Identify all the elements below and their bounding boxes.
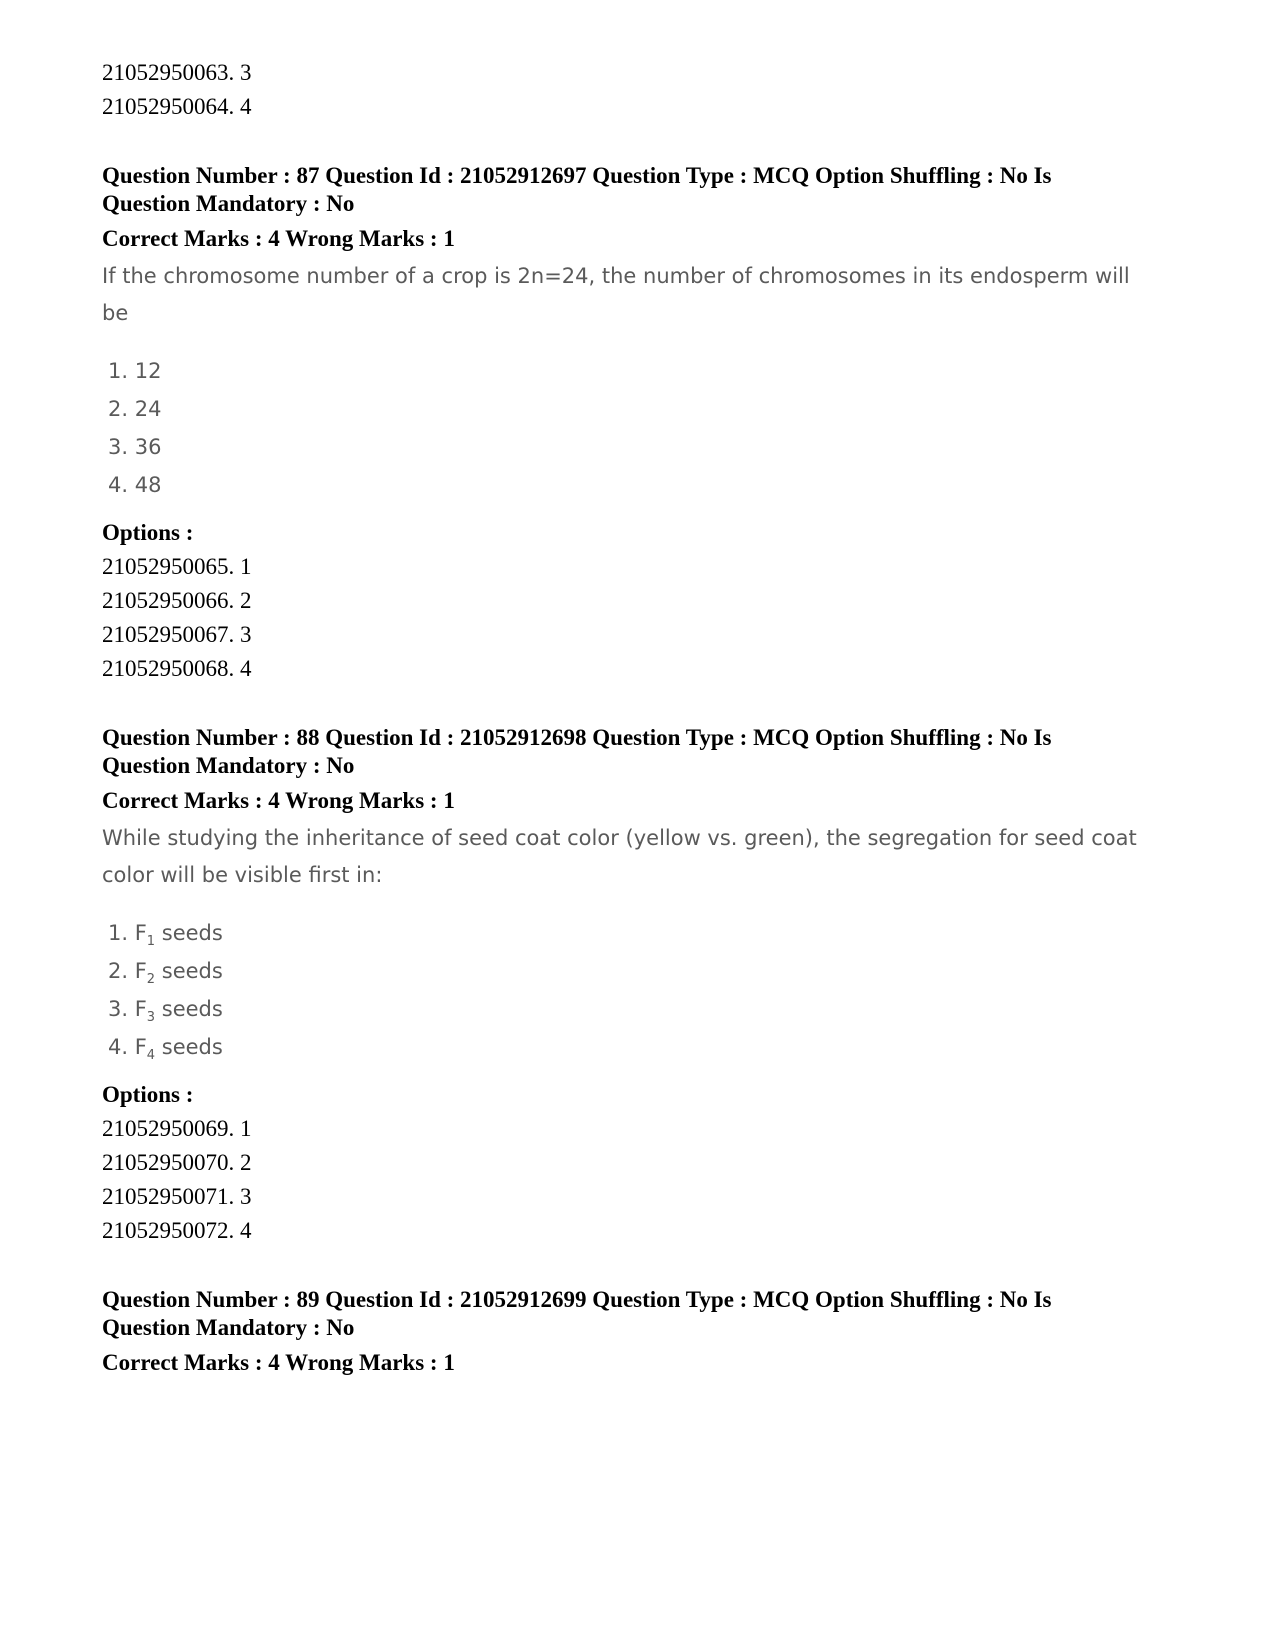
option-id-line: 21052950071. 3	[102, 1184, 252, 1209]
question-88	[102, 724, 1142, 1248]
answer-choices	[102, 914, 1142, 1066]
previous-question-options	[102, 56, 1142, 124]
option-id-line: 21052950072. 4	[102, 1218, 252, 1243]
options-label: Options :	[102, 520, 194, 545]
option-id-line: 21052950068. 4	[102, 656, 252, 681]
answer-choice: 2. $F_2$ seeds	[108, 959, 223, 988]
question-marks: Correct Marks : 4 Wrong Marks : 1	[102, 226, 455, 251]
answer-choices	[102, 352, 1142, 504]
answer-choice: 3. 36	[108, 435, 162, 459]
question-87	[102, 162, 1142, 686]
document-page	[102, 56, 1142, 1380]
option-id-line: 21052950069. 1	[102, 1116, 252, 1141]
answer-choice: 3. $F_3$ seeds	[108, 997, 223, 1026]
option-id-list	[102, 550, 1142, 686]
answer-choice: 2. 24	[108, 397, 162, 421]
option-id-line: 21052950065. 1	[102, 554, 252, 579]
question-text: While studying the inheritance of seed coat color (yellow vs. green), the segregation for seed coat color will be visible first in:	[102, 826, 1137, 887]
answer-choice: 1. $F_1$ seeds	[108, 921, 223, 950]
option-id-list	[102, 1112, 1142, 1248]
option-id-line: 21052950070. 2	[102, 1150, 252, 1175]
question-header: Question Number : 89 Question Id : 21052912699 Question Type : MCQ Option Shuffling : No Is Question Mandatory : No	[102, 1287, 1052, 1340]
question-marks: Correct Marks : 4 Wrong Marks : 1	[102, 788, 455, 813]
question-header: Question Number : 88 Question Id : 21052912698 Question Type : MCQ Option Shuffling : No Is Question Mandatory : No	[102, 725, 1052, 778]
question-marks: Correct Marks : 4 Wrong Marks : 1	[102, 1350, 455, 1375]
answer-choice: 4. 48	[108, 473, 162, 497]
answer-choice: 4. $F_4$ seeds	[108, 1035, 223, 1064]
option-id-line: 21052950063. 3	[102, 60, 252, 85]
answer-choice: 1. 12	[108, 359, 162, 383]
question-text: If the chromosome number of a crop is 2n=24, the number of chromosomes in its endosperm will be	[102, 264, 1130, 325]
question-89	[102, 1286, 1142, 1380]
option-id-line: 21052950067. 3	[102, 622, 252, 647]
question-header: Question Number : 87 Question Id : 21052912697 Question Type : MCQ Option Shuffling : No Is Question Mandatory : No	[102, 163, 1052, 216]
option-id-line: 21052950064. 4	[102, 94, 252, 119]
option-id-line: 21052950066. 2	[102, 588, 252, 613]
options-label: Options :	[102, 1082, 194, 1107]
